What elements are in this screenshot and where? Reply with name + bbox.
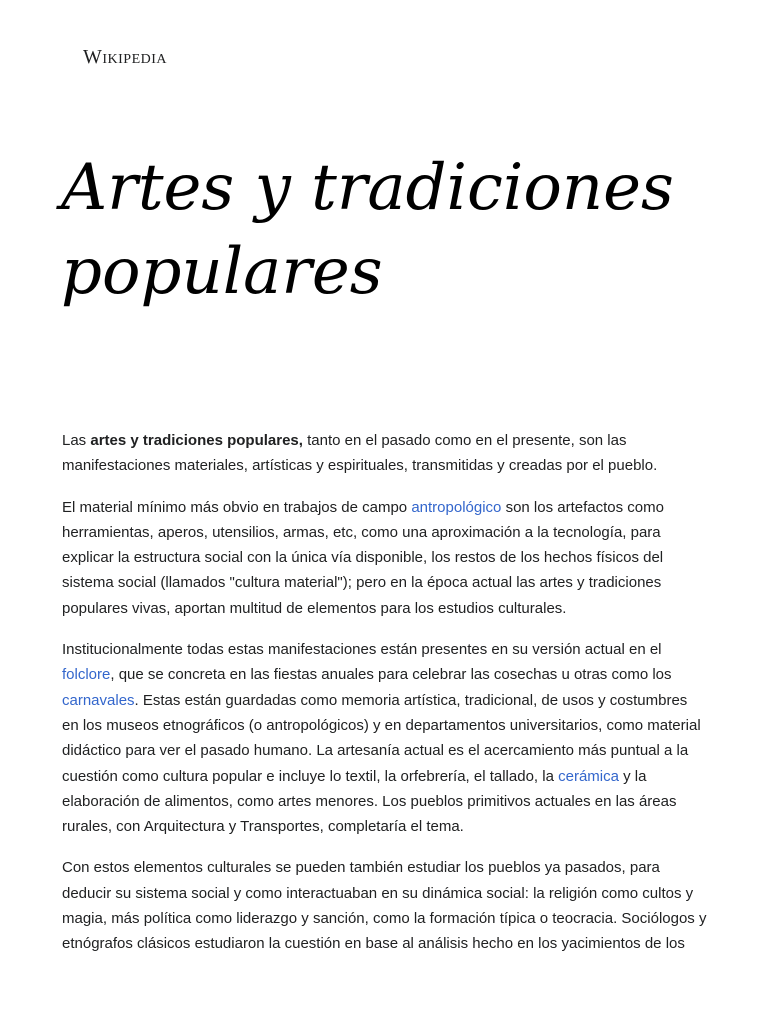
link-carnavales[interactable]: carnavales [62,691,135,709]
link-antropologico[interactable]: antropológico [411,498,502,516]
paragraph-material [62,495,708,621]
text-span: son los artefactos como herramientas, aperos, utensilios, armas, etc, como una aproximación a la tecnología, para explicar la estructura social con la única vía disponible, los restos de los hechos físicos del sistema social (llamados "cultura material"); pero en la época actual las artes y tradiciones populares vivas, aportan multitud de elementos para los estudios culturales. [62,498,664,617]
text-span: , que se concreta en las fiestas anuales para celebrar las cosechas u otras como los [110,666,672,684]
article-body [62,428,708,988]
page-title: Artes y tradiciones populares [61,151,674,309]
wikipedia-wordmark-link[interactable]: Wikipedia [83,46,168,68]
text-span: . Estas están guardadas como memoria artística, tradicional, de usos y costumbres en los museos etnográficos (o antropológicos) y en departamentos universitarios, como material didáctico para ver el pasado humano. La artesanía actual es el acercamiento más puntual a la cuestión como cultura popular e incluye lo textil, la orfebrería, el tallado, la [62,691,701,785]
site-header [83,44,283,70]
text-span: tanto en el pasado como en el presente, son las manifestaciones materiales, artísticas y espirituales, transmitidas y creadas por el pueblo. [62,432,658,475]
text-span: Las [62,432,91,449]
text-span: Institucionalmente todas estas manifestaciones están presentes en su versión actual en el [62,641,662,659]
text-span: Con estos elementos culturales se pueden también estudiar los pueblos ya pasados, para deducir su sistema social y como interactuaban en su dinámica social: la religión como cultos y magia, más política como liderazgo y sanción, como la formación típica o teocracia. Sociólogos y etnógrafos clásicos estudiaron la cuestión en base al análisis hecho en los yacimientos de los [62,859,707,953]
paragraph-pueblos-pasados [62,855,708,956]
paragraph-intro [62,428,708,479]
link-ceramica[interactable]: cerámica [558,767,619,785]
link-folclore[interactable]: folclore [62,666,111,684]
text-span: y la elaboración de alimentos, como artes menores. Los pueblos primitivos actuales en las áreas rurales, con Arquitectura y Transportes, completaría el tema. [62,767,677,836]
text-span: El material mínimo más obvio en trabajos de campo [62,498,412,516]
paragraph-institucional [62,637,708,839]
bold-term: artes y tradiciones populares, [90,432,303,449]
